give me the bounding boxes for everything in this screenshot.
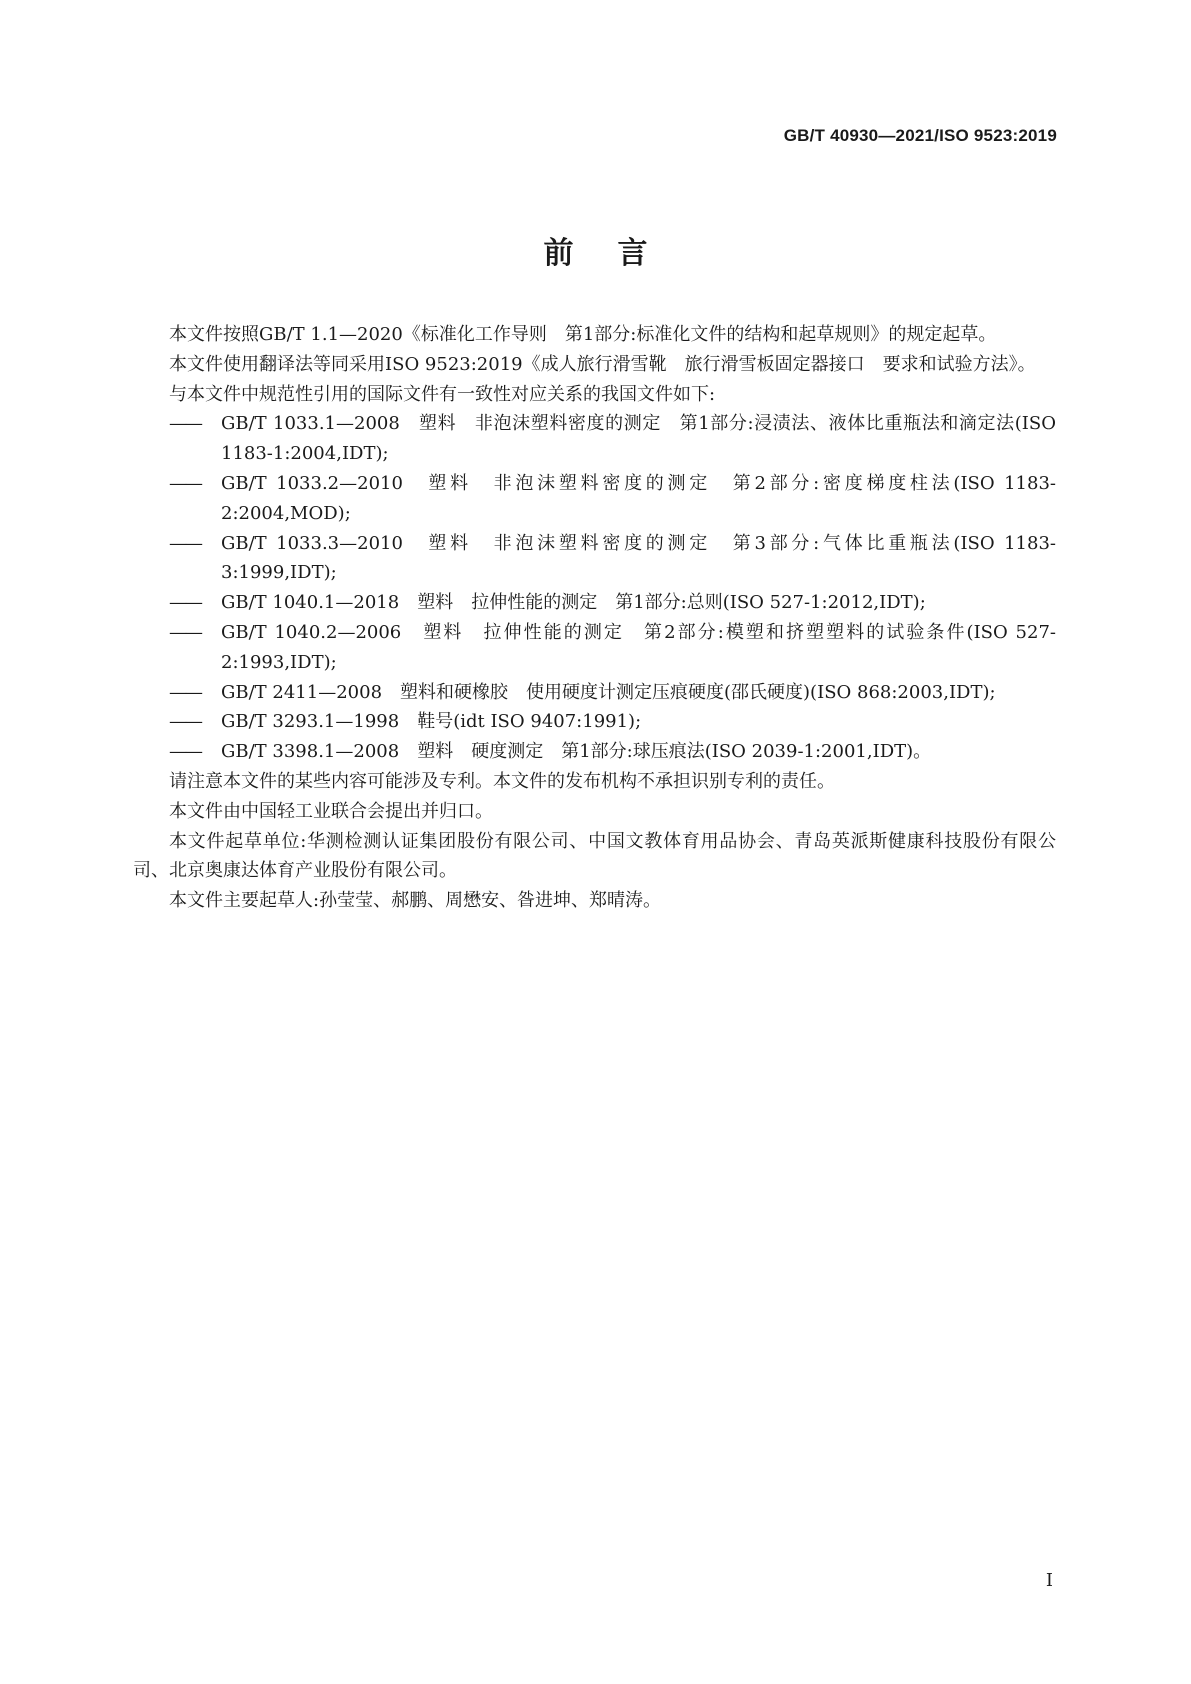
reference-text: GB/T 1040.2—2006 塑料 拉伸性能的测定 第2部分:模塑和挤塑塑料的试验条件(ISO 527-2:1993,IDT); bbox=[221, 621, 1056, 673]
list-dash: —— bbox=[169, 711, 201, 733]
paragraph-drafters: 本文件主要起草人:孙莹莹、郝鹏、周懋安、昝进坤、郑晴涛。 bbox=[169, 890, 662, 912]
reference-item bbox=[133, 678, 1056, 708]
list-dash: —— bbox=[169, 472, 201, 494]
list-dash: —— bbox=[169, 681, 201, 703]
foreword-body bbox=[133, 320, 1056, 916]
paragraph-drafting-units: 本文件起草单位:华测检测认证集团股份有限公司、中国文教体育用品协会、青岛英派斯健康科技股份有限公司、北京奥康达体育产业股份有限公司。 bbox=[133, 830, 1056, 882]
paragraph-drafting-rules: 本文件按照GB/T 1.1—2020《标准化工作导则 第1部分:标准化文件的结构和起草规则》的规定起草。 bbox=[169, 324, 997, 345]
list-dash: —— bbox=[169, 413, 201, 435]
paragraph-patent-notice: 请注意本文件的某些内容可能涉及专利。本文件的发布机构不承担识别专利的责任。 bbox=[169, 770, 835, 792]
paragraph-adoption: 本文件使用翻译法等同采用ISO 9523:2019《成人旅行滑雪靴 旅行滑雪板固定器接口 要求和试验方法》。 bbox=[169, 353, 1036, 375]
list-dash: —— bbox=[169, 592, 201, 614]
reference-text: GB/T 1040.1—2018 塑料 拉伸性能的测定 第1部分:总则(ISO 527-1:2012,IDT); bbox=[221, 592, 926, 614]
standard-code: GB/T 40930—2021/ISO 9523:2019 bbox=[783, 126, 1057, 145]
list-dash: —— bbox=[169, 532, 201, 554]
reference-item bbox=[133, 469, 1056, 529]
list-dash: —— bbox=[169, 621, 201, 643]
reference-text: GB/T 1033.2—2010 塑料 非泡沫塑料密度的测定 第2部分:密度梯度柱法(ISO 1183-2:2004,MOD); bbox=[221, 472, 1056, 524]
paragraph-references-intro: 与本文件中规范性引用的国际文件有一致性对应关系的我国文件如下: bbox=[169, 383, 716, 405]
list-dash: —— bbox=[169, 741, 201, 763]
reference-item bbox=[133, 737, 1056, 767]
reference-text: GB/T 2411—2008 塑料和硬橡胶 使用硬度计测定压痕硬度(邵氏硬度)(ISO 868:2003,IDT); bbox=[221, 681, 996, 703]
reference-text: GB/T 1033.3—2010 塑料 非泡沫塑料密度的测定 第3部分:气体比重瓶法(ISO 1183-3:1999,IDT); bbox=[221, 532, 1056, 584]
reference-item bbox=[133, 618, 1056, 678]
reference-text: GB/T 3293.1—1998 鞋号(idt ISO 9407:1991); bbox=[221, 711, 642, 733]
page-title: 前言 bbox=[543, 236, 692, 271]
reference-item bbox=[133, 707, 1056, 737]
reference-item bbox=[133, 588, 1056, 618]
paragraph-proposer: 本文件由中国轻工业联合会提出并归口。 bbox=[169, 800, 493, 822]
page-number: I bbox=[1045, 1570, 1053, 1591]
reference-item bbox=[133, 529, 1056, 589]
reference-item bbox=[133, 409, 1056, 469]
reference-text: GB/T 1033.1—2008 塑料 非泡沫塑料密度的测定 第1部分:浸渍法、液体比重瓶法和滴定法(ISO 1183-1:2004,IDT); bbox=[221, 413, 1056, 465]
reference-text: GB/T 3398.1—2008 塑料 硬度测定 第1部分:球压痕法(ISO 2039-1:2001,IDT)。 bbox=[221, 741, 932, 763]
